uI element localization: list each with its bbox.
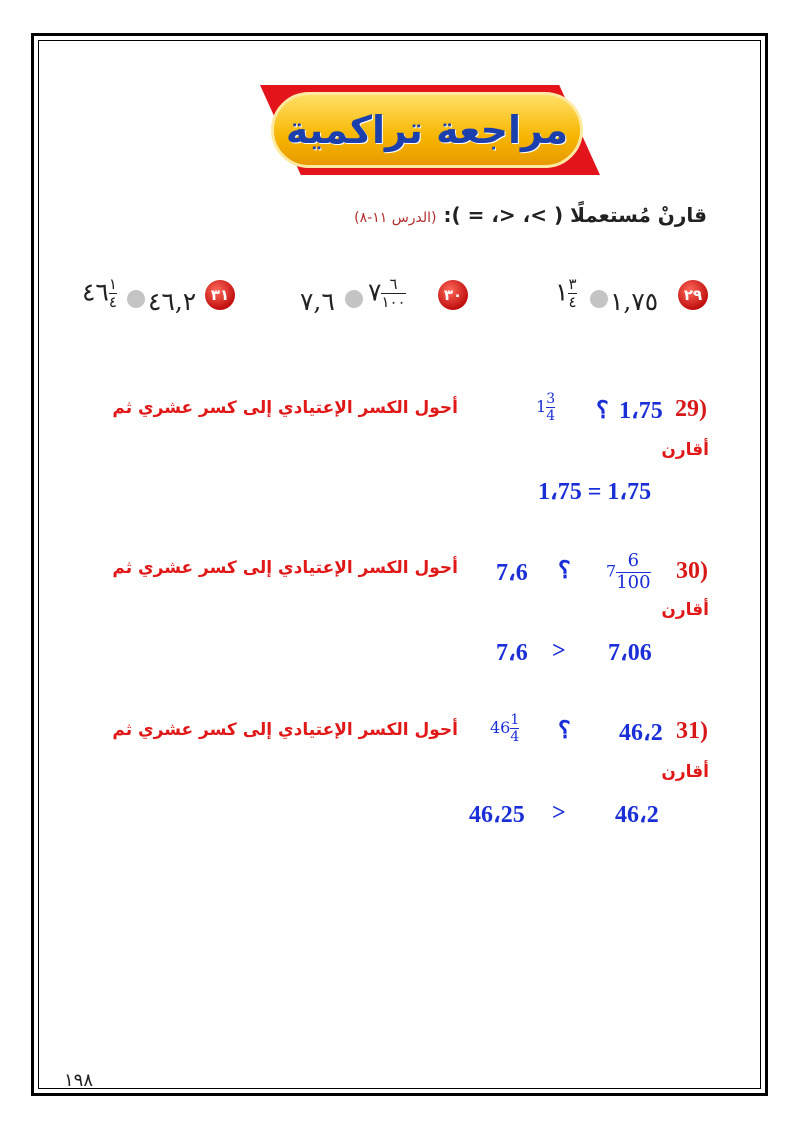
fraction-whole: 1 (536, 397, 547, 417)
fraction-denominator: 4 (510, 729, 520, 746)
problem-30-right: ٧,٦ (300, 287, 335, 316)
lesson-reference: (الدرس ١١-٨) (354, 210, 437, 226)
problem-30-badge: ٣٠ (438, 280, 468, 310)
problem-29-badge: ٢٩ (678, 280, 708, 310)
solution-31-result-operator: > (552, 800, 566, 826)
solution-31-compare: أقارن (661, 762, 709, 782)
solution-31-fraction (490, 712, 519, 745)
solution-29-decimal: 1،75 (619, 398, 663, 424)
solution-30-result-operator: > (552, 638, 566, 664)
solution-30-result-left: 7،6 (496, 640, 528, 666)
problem-30-left-whole: ٧ (368, 277, 382, 307)
title-banner (271, 92, 583, 168)
solution-30-fraction (606, 551, 651, 593)
solution-30-hint: أحول الكسر الإعتيادي إلى كسر عشري ثم (112, 558, 458, 578)
problem-30-blank-circle[interactable] (345, 290, 363, 308)
problem-29-right (555, 276, 577, 312)
problem-29-left: ١,٧٥ (610, 287, 659, 316)
page-title: مراجعة تراكمية (285, 108, 569, 152)
solution-29-label: 29) (675, 396, 707, 422)
solution-31-hint: أحول الكسر الإعتيادي إلى كسر عشري ثم (112, 720, 458, 740)
fraction-numerator: 3 (546, 391, 556, 407)
solution-31-question-mark: ؟ (558, 718, 571, 744)
problem-30-left (368, 276, 406, 312)
problem-31-right-whole: ٤٦ (82, 277, 109, 307)
fraction-numerator: 6 (627, 550, 640, 571)
fraction-denominator: 4 (546, 408, 556, 425)
fraction (546, 391, 555, 424)
problem-31-blank-circle[interactable] (127, 290, 145, 308)
problem-29-blank-circle[interactable] (590, 290, 608, 308)
solution-29-result: 1،75 = 1،75 (538, 479, 652, 505)
solution-31-result-right: 46،2 (615, 802, 659, 828)
solution-30-decimal: 7،6 (496, 560, 528, 586)
problem-30-left-fraction (381, 276, 405, 312)
solution-31-decimal: 46،2 (619, 720, 663, 746)
fraction-whole: 7 (606, 561, 617, 581)
solution-29-hint: أحول الكسر الإعتيادي إلى كسر عشري ثم (112, 398, 458, 418)
problem-31-right-fraction (109, 276, 117, 312)
fraction-numerator: ٣ (568, 275, 577, 293)
solution-29-question-mark: ؟ (596, 398, 609, 424)
problem-31-left: ٤٦,٢ (148, 287, 197, 316)
problem-31-right (82, 276, 117, 312)
fraction-whole: 46 (490, 718, 511, 738)
fraction-denominator: ٤ (108, 293, 117, 312)
fraction-denominator: ١٠٠ (381, 293, 406, 312)
problem-29-right-fraction (568, 276, 576, 312)
solution-30-question-mark: ؟ (558, 558, 571, 584)
solution-30-compare: أقارن (661, 600, 709, 620)
fraction (510, 712, 519, 745)
instruction-text: قارنْ مُستعملًا ( >، <، = ): (443, 203, 707, 227)
problem-29-right-whole: ١ (555, 277, 569, 307)
fraction-numerator: 1 (510, 712, 520, 728)
fraction-denominator: ٤ (568, 293, 577, 312)
fraction-numerator: ١ (108, 275, 117, 293)
solution-29-compare: أقارن (661, 440, 709, 460)
fraction-denominator: 100 (616, 571, 651, 593)
fraction (616, 551, 650, 593)
fraction-numerator: ٦ (389, 275, 398, 293)
solution-30-result-right: 7،06 (608, 640, 652, 666)
solution-31-label: 31) (676, 718, 708, 744)
solution-30-label: 30) (676, 558, 708, 584)
page-number: ١٩٨ (64, 1070, 94, 1091)
solution-31-result-left: 46،25 (469, 802, 525, 828)
solution-29-fraction (536, 391, 555, 424)
problem-31-badge: ٣١ (205, 280, 235, 310)
instruction (354, 203, 707, 227)
